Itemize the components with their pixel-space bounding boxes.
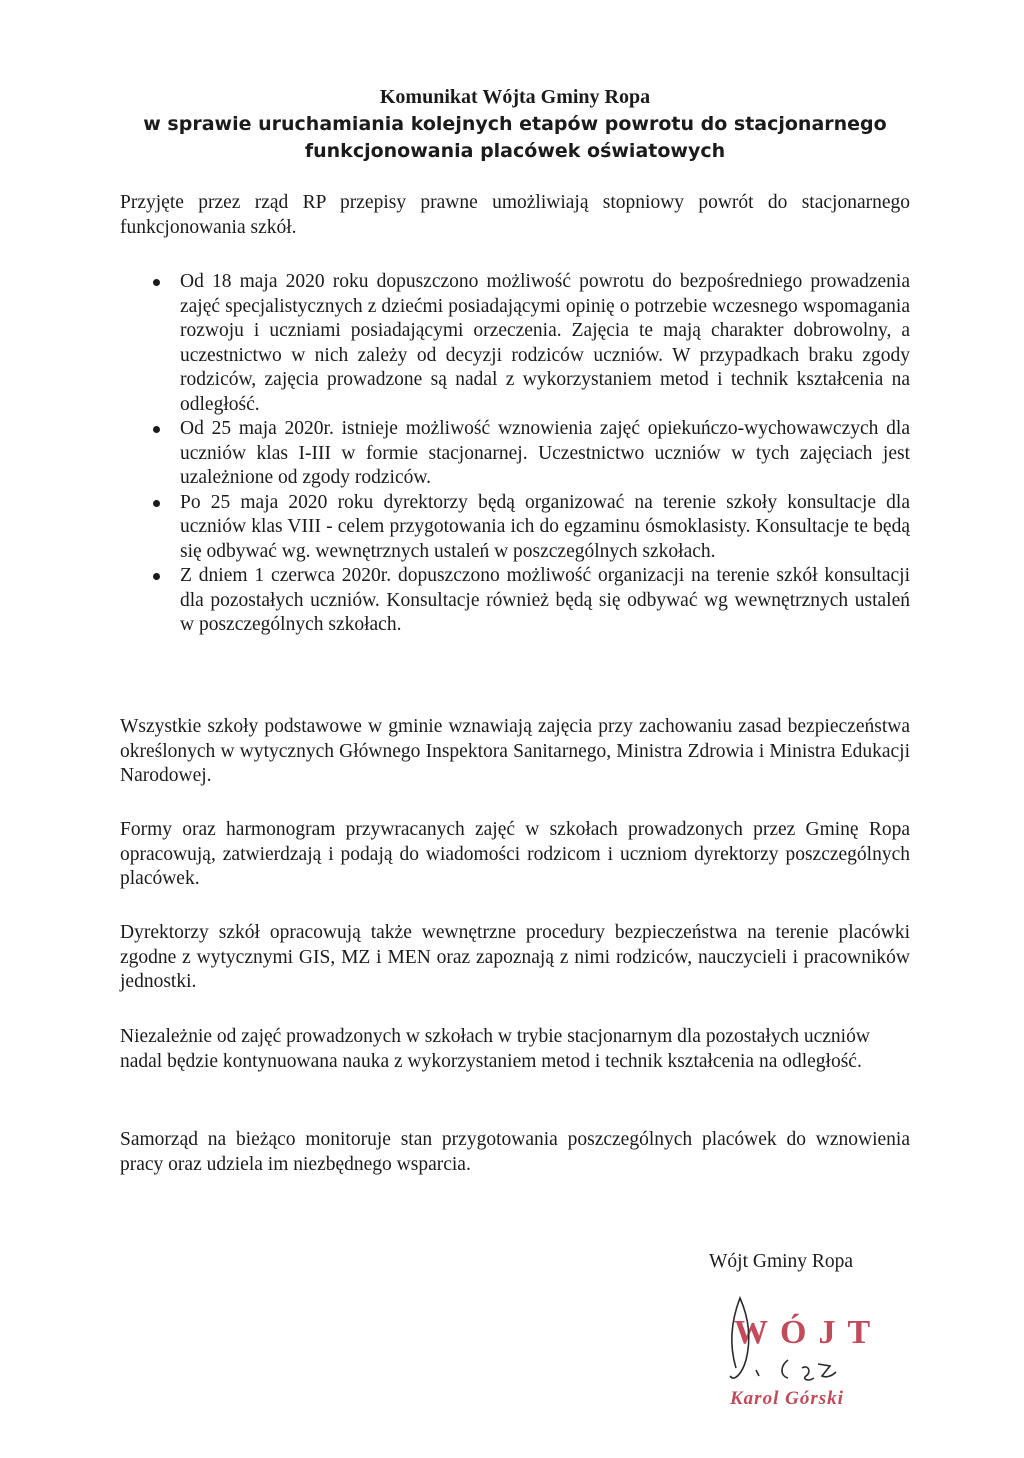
signer-title: Wójt Gminy Ropa <box>709 1251 854 1272</box>
heading-title: Komunikat Wójta Gminy Ropa <box>379 86 651 108</box>
paragraph-remote-learning: Niezależnie od zajęć prowadzonych w szkołach w trybie stacjonarnym dla pozostałych uczniów nadal będzie kontynuowana nauka z wykorzystaniem metod i technik kształcenia na odległość. <box>120 1026 870 1072</box>
stamp-title: WÓJT <box>734 1314 883 1351</box>
bullet-item: Po 25 maja 2020 roku dyrektorzy będą organizować na terenie szkoły konsultacje dla uczniów klas VIII - celem przygotowania ich do egzaminu ósmoklasisty. Konsultacje te będą się odbywać wg. wewnętrznych ustaleń w poszczególnych szkołach. <box>180 491 910 565</box>
bullet-list <box>180 270 910 638</box>
paragraph-procedures: Dyrektorzy szkół opracowują także wewnętrzne procedury bezpieczeństwa na terenie placówki zgodne z wytycznymi GIS, MZ i MEN oraz zapoznają z nimi rodziców, nauczycieli i pracowników jednostki. <box>120 922 910 992</box>
document-heading <box>120 84 910 165</box>
paragraph-support: Samorząd na bieżąco monitoruje stan przygotowania poszczególnych placówek do wznowienia pracy oraz udziela im niezbędnego wsparcia. <box>120 1129 910 1175</box>
heading-subtitle-line2: funkcjonowania placówek oświatowych <box>304 140 726 162</box>
bullet-item: Z dniem 1 czerwca 2020r. dopuszczono możliwość organizacji na terenie szkół konsultacji dla pozostałych uczniów. Konsultacje również będą się odbywać wg wewnętrznych ustaleń w poszczególnych szkołach. <box>180 564 910 638</box>
paragraph-safety-rules: Wszystkie szkoły podstawowe w gminie wznawiają zajęcia przy zachowaniu zasad bezpieczeństwa określonych w wytycznych Głównego Inspektora Sanitarnego, Ministra Zdrowia i Ministra Edukacji Narodowej. <box>120 716 910 786</box>
official-stamp <box>722 1290 892 1420</box>
intro-paragraph: Przyjęte przez rząd RP przepisy prawne umożliwiają stopniowy powrót do stacjonarnego funkcjonowania szkół. <box>120 192 910 238</box>
bullet-item: Od 25 maja 2020r. istnieje możliwość wznowienia zajęć opiekuńczo-wychowawczych dla uczniów klas I-III w formie stacjonarnej. Uczestnictwo uczniów w tych zajęciach jest uzależnione od zgody rodziców. <box>180 417 910 491</box>
bullet-item: Od 18 maja 2020 roku dopuszczono możliwość powrotu do bezpośredniego prowadzenia zajęć specjalistycznych z dziećmi posiadającymi opinię o potrzebie wczesnego wspomagania rozwoju i uczniami posiadającymi orzeczenia. Zajęcia te mają charakter dobrowolny, a uczestnictwo w nich zależy od decyzji rodziców uczniów. W przypadkach braku zgody rodziców, zajęcia prowadzone są nadal z wykorzystaniem metod i technik kształcenia na odległość. <box>180 270 910 417</box>
paragraph-schedule: Formy oraz harmonogram przywracanych zajęć w szkołach prowadzonych przez Gminę Ropa opracowują, zatwierdzają i podają do wiadomości rodzicom i uczniom dyrektorzy poszczególnych placówek. <box>120 819 910 889</box>
heading-subtitle-line1: w sprawie uruchamiania kolejnych etapów powrotu do stacjonarnego <box>143 113 887 135</box>
stamp-name: Karol Górski <box>730 1388 844 1409</box>
